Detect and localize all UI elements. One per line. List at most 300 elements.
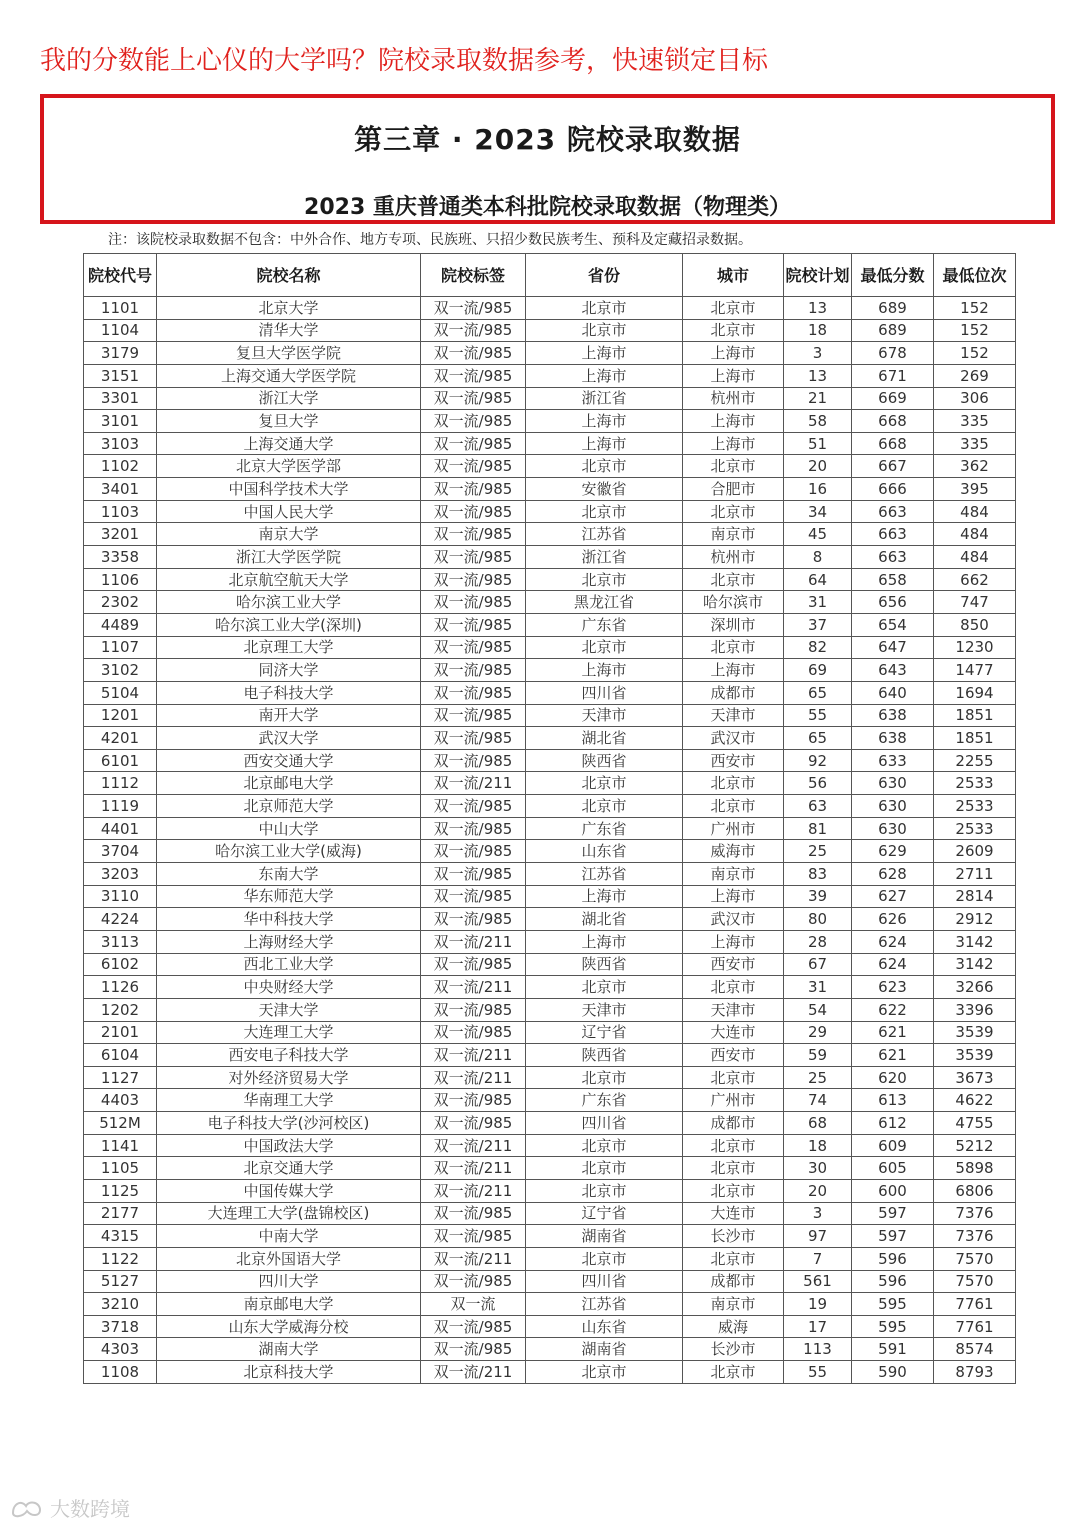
cell-min-rank: 1230 (934, 636, 1016, 659)
cell-plan: 30 (784, 1157, 852, 1180)
cell-plan: 13 (784, 297, 852, 320)
table-row (84, 1247, 1016, 1270)
cell-min-rank: 335 (934, 432, 1016, 455)
cell-plan: 7 (784, 1247, 852, 1270)
cell-min-score: 624 (852, 953, 934, 976)
cell-min-score: 668 (852, 432, 934, 455)
cell-code: 3103 (84, 432, 157, 455)
header-min-rank: 最低位次 (934, 254, 1016, 297)
cell-name: 北京大学 (157, 297, 421, 320)
cell-min-rank: 3396 (934, 998, 1016, 1021)
cell-min-rank: 5212 (934, 1134, 1016, 1157)
cell-min-rank: 4622 (934, 1089, 1016, 1112)
cell-tag: 双一流/985 (421, 1112, 526, 1135)
cell-name: 浙江大学医学院 (157, 546, 421, 569)
cell-plan: 83 (784, 863, 852, 886)
cell-plan: 59 (784, 1044, 852, 1067)
cell-min-rank: 152 (934, 319, 1016, 342)
table-row (84, 1066, 1016, 1089)
cell-name: 电子科技大学(沙河校区) (157, 1112, 421, 1135)
table-row (84, 342, 1016, 365)
cell-min-rank: 1851 (934, 727, 1016, 750)
cell-min-rank: 2533 (934, 795, 1016, 818)
cell-code: 6102 (84, 953, 157, 976)
cell-name: 武汉大学 (157, 727, 421, 750)
cell-name: 中国传媒大学 (157, 1179, 421, 1202)
cell-min-rank: 8793 (934, 1361, 1016, 1384)
cell-plan: 31 (784, 976, 852, 999)
cell-name: 北京外国语大学 (157, 1247, 421, 1270)
table-row (84, 478, 1016, 501)
cell-min-score: 627 (852, 885, 934, 908)
cell-tag: 双一流/985 (421, 1202, 526, 1225)
cell-name: 华南理工大学 (157, 1089, 421, 1112)
cell-city: 北京市 (683, 297, 784, 320)
cell-min-score: 630 (852, 817, 934, 840)
cell-name: 北京交通大学 (157, 1157, 421, 1180)
cell-name: 上海交通大学医学院 (157, 364, 421, 387)
table-row (84, 1225, 1016, 1248)
cell-min-score: 689 (852, 297, 934, 320)
cell-plan: 31 (784, 591, 852, 614)
table-row (84, 1089, 1016, 1112)
cell-province: 湖北省 (526, 908, 683, 931)
cell-code: 1112 (84, 772, 157, 795)
cell-tag: 双一流/985 (421, 840, 526, 863)
cell-min-rank: 7761 (934, 1315, 1016, 1338)
cell-min-score: 689 (852, 319, 934, 342)
cell-tag: 双一流/985 (421, 1270, 526, 1293)
cell-tag: 双一流/985 (421, 297, 526, 320)
cell-city: 北京市 (683, 636, 784, 659)
cell-plan: 58 (784, 410, 852, 433)
cell-province: 北京市 (526, 636, 683, 659)
cell-plan: 20 (784, 455, 852, 478)
cell-min-rank: 2711 (934, 863, 1016, 886)
cell-plan: 19 (784, 1293, 852, 1316)
cell-plan: 55 (784, 704, 852, 727)
cell-city: 北京市 (683, 319, 784, 342)
cell-city: 南京市 (683, 523, 784, 546)
cell-min-rank: 8574 (934, 1338, 1016, 1361)
cell-min-score: 628 (852, 863, 934, 886)
cell-min-score: 629 (852, 840, 934, 863)
header-tag: 院校标签 (421, 254, 526, 297)
table-row (84, 953, 1016, 976)
cell-tag: 双一流/985 (421, 636, 526, 659)
cell-min-rank: 395 (934, 478, 1016, 501)
cell-city: 广州市 (683, 1089, 784, 1112)
cell-city: 南京市 (683, 1293, 784, 1316)
cell-tag: 双一流/211 (421, 1157, 526, 1180)
header-city: 城市 (683, 254, 784, 297)
cell-min-score: 638 (852, 727, 934, 750)
cell-province: 上海市 (526, 930, 683, 953)
table-row (84, 455, 1016, 478)
table-row (84, 659, 1016, 682)
cell-province: 北京市 (526, 1247, 683, 1270)
cell-tag: 双一流/985 (421, 908, 526, 931)
table-row (84, 885, 1016, 908)
cell-code: 1125 (84, 1179, 157, 1202)
cell-code: 3151 (84, 364, 157, 387)
cell-city: 南京市 (683, 863, 784, 886)
cell-min-score: 595 (852, 1293, 934, 1316)
cell-tag: 双一流/985 (421, 613, 526, 636)
header-min-score: 最低分数 (852, 254, 934, 297)
cell-code: 1102 (84, 455, 157, 478)
cell-min-score: 643 (852, 659, 934, 682)
cell-province: 江苏省 (526, 523, 683, 546)
cell-province: 上海市 (526, 342, 683, 365)
cell-name: 北京理工大学 (157, 636, 421, 659)
cell-min-rank: 7376 (934, 1202, 1016, 1225)
cell-min-score: 668 (852, 410, 934, 433)
cell-plan: 65 (784, 681, 852, 704)
cell-min-rank: 2533 (934, 772, 1016, 795)
cell-code: 3401 (84, 478, 157, 501)
cell-plan: 97 (784, 1225, 852, 1248)
cell-min-rank: 1477 (934, 659, 1016, 682)
cell-city: 北京市 (683, 1157, 784, 1180)
cell-province: 北京市 (526, 1066, 683, 1089)
cell-name: 哈尔滨工业大学(深圳) (157, 613, 421, 636)
cell-min-score: 630 (852, 772, 934, 795)
cell-tag: 双一流/985 (421, 885, 526, 908)
cell-name: 湖南大学 (157, 1338, 421, 1361)
cell-tag: 双一流/985 (421, 591, 526, 614)
cell-plan: 81 (784, 817, 852, 840)
cell-code: 3102 (84, 659, 157, 682)
table-body (84, 297, 1016, 1384)
cell-min-rank: 3539 (934, 1044, 1016, 1067)
cell-city: 哈尔滨市 (683, 591, 784, 614)
cell-min-rank: 747 (934, 591, 1016, 614)
cell-min-rank: 6806 (934, 1179, 1016, 1202)
cell-tag: 双一流/985 (421, 727, 526, 750)
cell-tag: 双一流/985 (421, 1338, 526, 1361)
cell-min-rank: 4755 (934, 1112, 1016, 1135)
header-name: 院校名称 (157, 254, 421, 297)
cell-tag: 双一流/985 (421, 500, 526, 523)
cell-city: 成都市 (683, 681, 784, 704)
chapter-title: 第三章 · 2023 院校录取数据 (354, 123, 741, 156)
cell-province: 上海市 (526, 410, 683, 433)
cell-code: 3718 (84, 1315, 157, 1338)
cell-min-rank: 3539 (934, 1021, 1016, 1044)
cell-province: 湖南省 (526, 1225, 683, 1248)
cell-name: 中南大学 (157, 1225, 421, 1248)
table-row (84, 840, 1016, 863)
cell-tag: 双一流/985 (421, 432, 526, 455)
table-row (84, 1134, 1016, 1157)
cell-province: 陕西省 (526, 953, 683, 976)
table-row (84, 636, 1016, 659)
cell-min-rank: 2255 (934, 749, 1016, 772)
cell-code: 1126 (84, 976, 157, 999)
cell-province: 北京市 (526, 772, 683, 795)
cell-province: 上海市 (526, 659, 683, 682)
cell-tag: 双一流/211 (421, 772, 526, 795)
cell-min-score: 597 (852, 1225, 934, 1248)
cell-code: 4303 (84, 1338, 157, 1361)
cell-name: 中山大学 (157, 817, 421, 840)
cell-min-score: 663 (852, 523, 934, 546)
cell-name: 四川大学 (157, 1270, 421, 1293)
cell-plan: 18 (784, 1134, 852, 1157)
cell-name: 南京邮电大学 (157, 1293, 421, 1316)
cell-min-rank: 3266 (934, 976, 1016, 999)
cell-min-score: 663 (852, 546, 934, 569)
cell-min-rank: 484 (934, 546, 1016, 569)
cell-city: 天津市 (683, 704, 784, 727)
cell-province: 山东省 (526, 840, 683, 863)
cell-province: 上海市 (526, 885, 683, 908)
cell-province: 湖南省 (526, 1338, 683, 1361)
cell-name: 复旦大学 (157, 410, 421, 433)
cell-code: 6101 (84, 749, 157, 772)
cell-city: 上海市 (683, 410, 784, 433)
cell-province: 天津市 (526, 998, 683, 1021)
cell-code: 4489 (84, 613, 157, 636)
cell-code: 1119 (84, 795, 157, 818)
table-row (84, 1270, 1016, 1293)
cell-city: 北京市 (683, 1066, 784, 1089)
table-row (84, 613, 1016, 636)
cell-province: 山东省 (526, 1315, 683, 1338)
cell-province: 湖北省 (526, 727, 683, 750)
cell-plan: 54 (784, 998, 852, 1021)
cell-tag: 双一流/985 (421, 1089, 526, 1112)
cell-city: 合肥市 (683, 478, 784, 501)
cell-code: 3203 (84, 863, 157, 886)
cell-name: 山东大学威海分校 (157, 1315, 421, 1338)
cell-code: 1202 (84, 998, 157, 1021)
table-row (84, 1315, 1016, 1338)
cell-min-score: 595 (852, 1315, 934, 1338)
cell-tag: 双一流/985 (421, 863, 526, 886)
cell-name: 北京大学医学部 (157, 455, 421, 478)
cell-code: 1201 (84, 704, 157, 727)
table-row (84, 976, 1016, 999)
cell-name: 大连理工大学 (157, 1021, 421, 1044)
cell-code: 1103 (84, 500, 157, 523)
table-row (84, 930, 1016, 953)
table-row (84, 704, 1016, 727)
cell-min-rank: 5898 (934, 1157, 1016, 1180)
cell-tag: 双一流/985 (421, 1225, 526, 1248)
table-row (84, 749, 1016, 772)
cell-plan: 80 (784, 908, 852, 931)
cell-name: 中国人民大学 (157, 500, 421, 523)
cell-city: 上海市 (683, 364, 784, 387)
cell-province: 北京市 (526, 500, 683, 523)
cell-min-rank: 2912 (934, 908, 1016, 931)
cell-name: 同济大学 (157, 659, 421, 682)
cell-city: 北京市 (683, 772, 784, 795)
cell-plan: 3 (784, 1202, 852, 1225)
cell-province: 天津市 (526, 704, 683, 727)
cell-min-score: 622 (852, 998, 934, 1021)
cell-min-rank: 3142 (934, 930, 1016, 953)
cell-province: 北京市 (526, 795, 683, 818)
table-title: 2023 重庆普通类本科批院校录取数据（物理类） (304, 195, 791, 220)
table-row (84, 410, 1016, 433)
cell-name: 上海财经大学 (157, 930, 421, 953)
cell-code: 1106 (84, 568, 157, 591)
cell-province: 北京市 (526, 568, 683, 591)
cell-plan: 63 (784, 795, 852, 818)
cell-code: 1108 (84, 1361, 157, 1384)
cell-city: 杭州市 (683, 546, 784, 569)
cell-city: 深圳市 (683, 613, 784, 636)
cell-city: 北京市 (683, 455, 784, 478)
cell-province: 黑龙江省 (526, 591, 683, 614)
cell-plan: 74 (784, 1089, 852, 1112)
table-row (84, 772, 1016, 795)
table-row (84, 908, 1016, 931)
cell-min-score: 596 (852, 1247, 934, 1270)
cell-code: 1107 (84, 636, 157, 659)
cell-plan: 82 (784, 636, 852, 659)
cell-min-rank: 2609 (934, 840, 1016, 863)
cell-city: 上海市 (683, 659, 784, 682)
table-row (84, 1112, 1016, 1135)
cell-province: 北京市 (526, 1134, 683, 1157)
cell-code: 1105 (84, 1157, 157, 1180)
table-row (84, 681, 1016, 704)
cell-code: 1101 (84, 297, 157, 320)
cell-min-rank: 152 (934, 297, 1016, 320)
table-row (84, 1044, 1016, 1067)
cell-province: 浙江省 (526, 387, 683, 410)
cell-code: 4201 (84, 727, 157, 750)
cell-min-rank: 2533 (934, 817, 1016, 840)
cell-name: 北京航空航天大学 (157, 568, 421, 591)
cell-tag: 双一流/985 (421, 795, 526, 818)
cell-name: 北京师范大学 (157, 795, 421, 818)
cell-name: 西北工业大学 (157, 953, 421, 976)
cell-city: 杭州市 (683, 387, 784, 410)
cell-city: 北京市 (683, 1179, 784, 1202)
cell-province: 北京市 (526, 1361, 683, 1384)
table-row (84, 1157, 1016, 1180)
cell-tag: 双一流/211 (421, 1247, 526, 1270)
cell-city: 北京市 (683, 568, 784, 591)
cell-min-rank: 662 (934, 568, 1016, 591)
table-row (84, 1021, 1016, 1044)
cell-name: 中国政法大学 (157, 1134, 421, 1157)
cell-city: 西安市 (683, 953, 784, 976)
cell-plan: 8 (784, 546, 852, 569)
table-row (84, 523, 1016, 546)
cell-city: 西安市 (683, 1044, 784, 1067)
header-province: 省份 (526, 254, 683, 297)
cell-tag: 双一流/985 (421, 523, 526, 546)
cell-name: 华东师范大学 (157, 885, 421, 908)
cell-code: 4224 (84, 908, 157, 931)
cell-province: 安徽省 (526, 478, 683, 501)
cell-province: 江苏省 (526, 1293, 683, 1316)
cell-province: 北京市 (526, 1157, 683, 1180)
cell-min-score: 630 (852, 795, 934, 818)
cell-tag: 双一流/985 (421, 455, 526, 478)
cell-tag: 双一流/211 (421, 1134, 526, 1157)
cell-code: 3113 (84, 930, 157, 953)
table-row (84, 727, 1016, 750)
cell-plan: 69 (784, 659, 852, 682)
cell-min-rank: 1851 (934, 704, 1016, 727)
cell-code: 6104 (84, 1044, 157, 1067)
cell-name: 北京科技大学 (157, 1361, 421, 1384)
cell-name: 电子科技大学 (157, 681, 421, 704)
cell-plan: 29 (784, 1021, 852, 1044)
cell-min-score: 597 (852, 1202, 934, 1225)
cell-plan: 16 (784, 478, 852, 501)
cell-plan: 92 (784, 749, 852, 772)
cell-city: 北京市 (683, 795, 784, 818)
cell-min-score: 671 (852, 364, 934, 387)
cell-code: 3110 (84, 885, 157, 908)
cell-code: 3358 (84, 546, 157, 569)
header-code: 院校代号 (84, 254, 157, 297)
cell-code: 3704 (84, 840, 157, 863)
cell-code: 1122 (84, 1247, 157, 1270)
cell-city: 北京市 (683, 1361, 784, 1384)
cell-code: 512M (84, 1112, 157, 1135)
cell-min-score: 667 (852, 455, 934, 478)
cell-city: 长沙市 (683, 1225, 784, 1248)
cell-city: 上海市 (683, 342, 784, 365)
cell-tag: 双一流/985 (421, 681, 526, 704)
cell-min-score: 654 (852, 613, 934, 636)
cell-code: 4401 (84, 817, 157, 840)
cell-plan: 39 (784, 885, 852, 908)
cell-code: 4315 (84, 1225, 157, 1248)
cell-tag: 双一流/985 (421, 704, 526, 727)
cell-province: 北京市 (526, 297, 683, 320)
table-row (84, 297, 1016, 320)
cell-tag: 双一流/211 (421, 1066, 526, 1089)
cell-city: 大连市 (683, 1021, 784, 1044)
cell-province: 浙江省 (526, 546, 683, 569)
cell-tag: 双一流/211 (421, 1361, 526, 1384)
cell-min-rank: 3142 (934, 953, 1016, 976)
table-row (84, 1179, 1016, 1202)
cell-code: 2302 (84, 591, 157, 614)
cell-code: 1141 (84, 1134, 157, 1157)
cell-tag: 双一流/985 (421, 953, 526, 976)
cell-province: 四川省 (526, 1112, 683, 1135)
cell-tag: 双一流/985 (421, 478, 526, 501)
cell-min-rank: 269 (934, 364, 1016, 387)
cell-province: 陕西省 (526, 749, 683, 772)
cell-name: 西安电子科技大学 (157, 1044, 421, 1067)
cell-province: 北京市 (526, 976, 683, 999)
cell-name: 哈尔滨工业大学(威海) (157, 840, 421, 863)
cell-min-score: 600 (852, 1179, 934, 1202)
cell-min-rank: 7761 (934, 1293, 1016, 1316)
table-row (84, 387, 1016, 410)
cell-tag: 双一流/211 (421, 1179, 526, 1202)
cell-plan: 45 (784, 523, 852, 546)
cell-name: 上海交通大学 (157, 432, 421, 455)
cell-min-score: 633 (852, 749, 934, 772)
cell-min-score: 621 (852, 1021, 934, 1044)
cell-plan: 25 (784, 840, 852, 863)
cell-tag: 双一流/985 (421, 410, 526, 433)
cell-min-score: 609 (852, 1134, 934, 1157)
